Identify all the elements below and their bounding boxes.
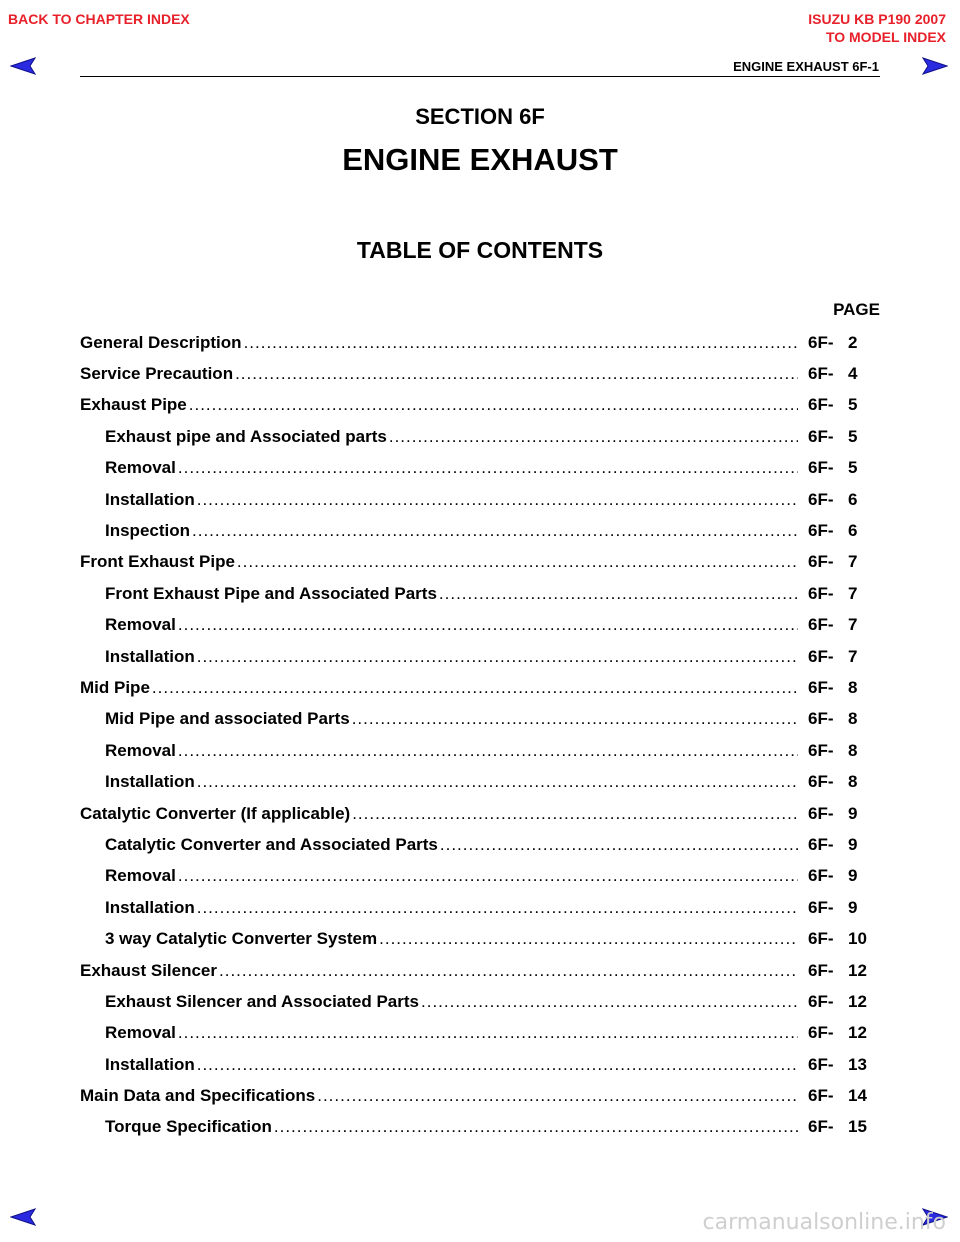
toc-entry-page: 8	[848, 709, 858, 729]
toc-entry-title: Mid Pipe and associated Parts	[105, 709, 350, 729]
toc-entry-page: 6	[848, 521, 858, 541]
running-header: ENGINE EXHAUST 6F-1	[733, 59, 879, 74]
toc-entry-page: 10	[848, 929, 867, 949]
dot-leader	[237, 552, 798, 572]
dot-leader	[379, 929, 798, 949]
dot-leader	[235, 364, 798, 384]
toc-entry-section: 6F-	[808, 709, 834, 729]
toc-entry-title: Front Exhaust Pipe and Associated Parts	[105, 583, 437, 603]
previous-page-arrow-icon[interactable]	[10, 1207, 36, 1227]
to-model-index-link[interactable]: TO MODEL INDEX	[825, 29, 946, 45]
toc-entry-page: 8	[848, 740, 858, 760]
toc-entry[interactable]	[80, 704, 880, 735]
toc-entry-section: 6F-	[808, 364, 834, 384]
page-column-label: PAGE	[833, 300, 880, 319]
toc-entry-page: 9	[848, 897, 858, 917]
toc-entry-title: Exhaust pipe and Associated parts	[105, 426, 387, 446]
dot-leader	[178, 615, 798, 635]
toc-entry-title: Catalytic Converter (If applicable)	[80, 803, 351, 823]
toc-entry-section: 6F-	[808, 929, 834, 949]
dot-leader	[178, 866, 798, 886]
toc-entry[interactable]	[80, 421, 880, 452]
toc-entry-section: 6F-	[808, 552, 834, 572]
toc-entry[interactable]	[80, 515, 880, 546]
toc-entry-page: 12	[848, 960, 867, 980]
document-title: ENGINE EXHAUST	[342, 142, 618, 177]
toc-entry-section: 6F-	[808, 1086, 834, 1106]
toc-entry-section: 6F-	[808, 677, 834, 697]
dot-leader	[317, 1086, 798, 1106]
toc-entry[interactable]	[80, 861, 880, 892]
toc-entry-section: 6F-	[808, 646, 834, 666]
toc-entry-title: Installation	[105, 646, 195, 666]
dot-leader	[152, 678, 798, 698]
toc-entry-title: Removal	[105, 740, 176, 760]
toc-entry-title: Removal	[105, 458, 176, 478]
toc-entry-section: 6F-	[808, 1054, 834, 1074]
toc-entry[interactable]	[80, 986, 880, 1017]
dot-leader	[440, 835, 798, 855]
toc-entry-section: 6F-	[808, 332, 834, 352]
toc-entry-page: 5	[848, 458, 858, 478]
toc-entry-title: Service Precaution	[80, 364, 234, 384]
toc-entry-section: 6F-	[808, 458, 834, 478]
section-label: SECTION 6F	[415, 104, 545, 129]
toc-entry-title: Removal	[105, 615, 176, 635]
toc-entry[interactable]	[80, 390, 880, 421]
dot-leader	[197, 1055, 798, 1075]
toc-entry[interactable]	[80, 1049, 880, 1080]
toc-entry[interactable]	[80, 358, 880, 389]
toc-entry-page: 14	[848, 1086, 867, 1106]
toc-entry[interactable]	[80, 1018, 880, 1049]
toc-entry-page: 9	[848, 834, 858, 854]
toc-entry-title: Inspection	[105, 521, 191, 541]
toc-entry[interactable]	[80, 578, 880, 609]
toc-entry-title: Removal	[105, 866, 176, 886]
dot-leader	[439, 584, 798, 604]
dot-leader	[197, 647, 798, 667]
toc-entry-title: Installation	[105, 489, 195, 509]
watermark: carmanualsonline.info	[702, 1210, 946, 1235]
toc-entry-section: 6F-	[808, 772, 834, 792]
toc-entry-section: 6F-	[808, 583, 834, 603]
toc-entry-title: Installation	[105, 1054, 195, 1074]
toc-entry[interactable]	[80, 766, 880, 797]
dot-leader	[192, 521, 798, 541]
toc-entry-page: 5	[848, 426, 858, 446]
dot-leader	[352, 804, 798, 824]
dot-leader	[389, 427, 798, 447]
toc-entry-page: 9	[848, 803, 858, 823]
toc-entry[interactable]	[80, 829, 880, 860]
toc-entry[interactable]	[80, 327, 880, 358]
next-page-arrow-icon[interactable]	[922, 56, 948, 76]
toc-entry-page: 7	[848, 552, 858, 572]
toc-entry-section: 6F-	[808, 740, 834, 760]
toc-entry-page: 8	[848, 677, 858, 697]
toc-entry-section: 6F-	[808, 1117, 834, 1137]
toc-entry-page: 12	[848, 991, 867, 1011]
toc-entry-title: Catalytic Converter and Associated Parts	[105, 834, 438, 854]
toc-entry[interactable]	[80, 453, 880, 484]
toc-entry-title: Front Exhaust Pipe	[80, 552, 235, 572]
dot-leader	[178, 1023, 798, 1043]
toc-entry-title: Removal	[105, 1023, 176, 1043]
toc-entry[interactable]	[80, 923, 880, 954]
dot-leader	[197, 772, 798, 792]
dot-leader	[421, 992, 798, 1012]
previous-page-arrow-icon[interactable]	[10, 56, 36, 76]
toc-entry[interactable]	[80, 1112, 880, 1143]
toc-entry-page: 7	[848, 646, 858, 666]
dot-leader	[178, 458, 798, 478]
toc-entry-page: 12	[848, 1023, 867, 1043]
toc-entry-page: 7	[848, 615, 858, 635]
toc-entry-section: 6F-	[808, 395, 834, 415]
toc-entry-section: 6F-	[808, 426, 834, 446]
dot-leader	[244, 333, 798, 353]
dot-leader	[197, 898, 798, 918]
toc-entry-section: 6F-	[808, 521, 834, 541]
dot-leader	[219, 961, 798, 981]
toc-entry-title: Installation	[105, 897, 195, 917]
toc-entry-section: 6F-	[808, 960, 834, 980]
toc-entry-section: 6F-	[808, 834, 834, 854]
toc-entry-page: 5	[848, 395, 858, 415]
toc-entry-section: 6F-	[808, 866, 834, 886]
toc-entry[interactable]	[80, 735, 880, 766]
toc-entry-title: Mid Pipe	[80, 677, 150, 697]
toc-entry-title: Torque Specification	[105, 1117, 272, 1137]
toc-entry-section: 6F-	[808, 803, 834, 823]
toc-entry-section: 6F-	[808, 991, 834, 1011]
toc-entry-page: 6	[848, 489, 858, 509]
toc-entry-title: Main Data and Specifications	[80, 1086, 316, 1106]
toc-entry[interactable]	[80, 610, 880, 641]
dot-leader	[274, 1117, 798, 1137]
toc-entry-page: 8	[848, 772, 858, 792]
toc-entry[interactable]	[80, 484, 880, 515]
toc-entry[interactable]	[80, 955, 880, 986]
toc-heading: TABLE OF CONTENTS	[356, 237, 604, 263]
toc-entry-page: 9	[848, 866, 858, 886]
toc-entry[interactable]	[80, 798, 880, 829]
toc-entry-page: 13	[848, 1054, 867, 1074]
model-title-link[interactable]: ISUZU KB P190 2007	[808, 11, 946, 27]
toc-entry-page: 7	[848, 583, 858, 603]
toc-entry-title: Exhaust Pipe	[80, 395, 187, 415]
dot-leader	[352, 709, 798, 729]
dot-leader	[189, 395, 798, 415]
toc-entry[interactable]	[80, 892, 880, 923]
toc-entry-title: General Description	[80, 332, 242, 352]
header-rule	[80, 76, 880, 77]
toc-entry-page: 15	[848, 1117, 867, 1137]
back-to-chapter-index-link[interactable]: BACK TO CHAPTER INDEX	[8, 11, 190, 27]
toc-entry-section: 6F-	[808, 489, 834, 509]
toc-entry-title: Installation	[105, 772, 195, 792]
toc-entry-title: Exhaust Silencer and Associated Parts	[105, 991, 419, 1011]
dot-leader	[197, 490, 798, 510]
toc-entry[interactable]	[80, 547, 880, 578]
table-of-contents	[80, 327, 880, 1143]
toc-entry[interactable]	[80, 672, 880, 703]
toc-entry-section: 6F-	[808, 615, 834, 635]
toc-entry[interactable]	[80, 641, 880, 672]
toc-entry[interactable]	[80, 1080, 880, 1111]
toc-entry-section: 6F-	[808, 1023, 834, 1043]
toc-entry-title: 3 way Catalytic Converter System	[105, 929, 378, 949]
toc-entry-page: 2	[848, 332, 858, 352]
dot-leader	[178, 741, 798, 761]
toc-entry-section: 6F-	[808, 897, 834, 917]
toc-entry-page: 4	[848, 364, 858, 384]
toc-entry-title: Exhaust Silencer	[80, 960, 218, 980]
